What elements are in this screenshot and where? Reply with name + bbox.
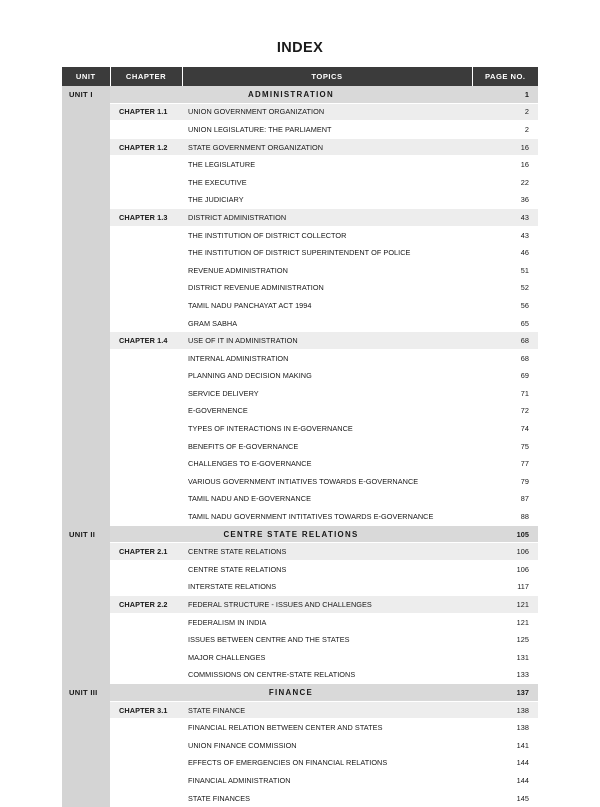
page-number: 121 (472, 596, 538, 614)
table-row (62, 543, 538, 561)
unit-spacer (62, 613, 110, 631)
unit-spacer (62, 209, 110, 227)
page-number: 68 (472, 332, 538, 350)
page-number: 88 (472, 508, 538, 526)
page-title: INDEX (276, 40, 324, 56)
topic-label: GRAM SABHA (182, 314, 472, 332)
table-row (62, 490, 538, 508)
topic-label: BENEFITS OF E-GOVERNANCE (182, 437, 472, 455)
page-number: 138 (472, 719, 538, 737)
unit-label: UNIT II (62, 525, 110, 543)
unit-spacer (62, 631, 110, 649)
unit-section-title: ADMINISTRATION (110, 86, 472, 103)
unit-spacer (62, 736, 110, 754)
chapter-label: CHAPTER 2.2 (110, 596, 182, 614)
chapter-spacer (110, 578, 182, 596)
chapter-spacer (110, 455, 182, 473)
chapter-spacer (110, 385, 182, 403)
table-row (62, 613, 538, 631)
page-number: 77 (472, 455, 538, 473)
unit-spacer (62, 578, 110, 596)
table-row (62, 121, 538, 139)
topic-label: THE JUDICIARY (182, 191, 472, 209)
topic-label: COMMISSIONS ON CENTRE-STATE RELATIONS (182, 666, 472, 684)
table-body (62, 86, 538, 807)
table-row (62, 701, 538, 719)
chapter-spacer (110, 631, 182, 649)
page-number: 56 (472, 297, 538, 315)
topic-label: REVENUE ADMINISTRATION (182, 261, 472, 279)
table-row (62, 367, 538, 385)
unit-spacer (62, 261, 110, 279)
table-row (62, 244, 538, 262)
table-row (62, 508, 538, 526)
chapter-topic-label: FEDERAL STRUCTURE - ISSUES AND CHALLENGES (182, 596, 472, 614)
table-header-row (62, 67, 538, 86)
unit-spacer (62, 455, 110, 473)
table-row (62, 191, 538, 209)
chapter-label: CHAPTER 1.2 (110, 138, 182, 156)
table-row (62, 209, 538, 227)
unit-spacer (62, 156, 110, 174)
column-header-page: PAGE NO. (472, 67, 538, 86)
chapter-spacer (110, 402, 182, 420)
chapter-spacer (110, 121, 182, 139)
topic-label: TAMIL NADU AND E-GOVERNANCE (182, 490, 472, 508)
chapter-label: CHAPTER 1.3 (110, 209, 182, 227)
chapter-topic-label: STATE GOVERNMENT ORGANIZATION (182, 138, 472, 156)
page-number: 74 (472, 420, 538, 438)
page-number: 133 (472, 666, 538, 684)
topic-label: FINANCIAL ADMINISTRATION (182, 772, 472, 790)
unit-spacer (62, 789, 110, 807)
chapter-spacer (110, 490, 182, 508)
topic-label: INTERNAL ADMINISTRATION (182, 349, 472, 367)
unit-spacer (62, 473, 110, 491)
table-row (62, 332, 538, 350)
table-row (62, 772, 538, 790)
chapter-spacer (110, 314, 182, 332)
chapter-spacer (110, 719, 182, 737)
chapter-spacer (110, 244, 182, 262)
topic-label: PLANNING AND DECISION MAKING (182, 367, 472, 385)
unit-spacer (62, 543, 110, 561)
table-row (62, 666, 538, 684)
topic-label: STATE FINANCES (182, 789, 472, 807)
table-row (62, 297, 538, 315)
chapter-spacer (110, 367, 182, 385)
unit-spacer (62, 279, 110, 297)
topic-label: TYPES OF INTERACTIONS IN E-GOVERNANCE (182, 420, 472, 438)
table-row (62, 596, 538, 614)
unit-spacer (62, 508, 110, 526)
column-header-topics: TOPICS (182, 67, 472, 86)
unit-section-title: FINANCE (110, 684, 472, 702)
topic-label: TAMIL NADU PANCHAYAT ACT 1994 (182, 297, 472, 315)
topic-label: THE EXECUTIVE (182, 173, 472, 191)
unit-spacer (62, 297, 110, 315)
topic-label: THE INSTITUTION OF DISTRICT COLLECTOR (182, 226, 472, 244)
chapter-topic-label: STATE FINANCE (182, 701, 472, 719)
chapter-spacer (110, 561, 182, 579)
table-row (62, 684, 538, 702)
unit-spacer (62, 138, 110, 156)
page-number: 16 (472, 138, 538, 156)
page-number: 106 (472, 543, 538, 561)
page-number: 52 (472, 279, 538, 297)
topic-label: ISSUES BETWEEN CENTRE AND THE STATES (182, 631, 472, 649)
topic-label: DISTRICT REVENUE ADMINISTRATION (182, 279, 472, 297)
chapter-spacer (110, 613, 182, 631)
page-number: 68 (472, 349, 538, 367)
page-number: 87 (472, 490, 538, 508)
unit-spacer (62, 244, 110, 262)
table-header (62, 67, 538, 86)
page-number: 1 (472, 86, 538, 103)
unit-spacer (62, 666, 110, 684)
page-number: 141 (472, 736, 538, 754)
unit-spacer (62, 420, 110, 438)
page-number: 105 (472, 525, 538, 543)
unit-spacer (62, 103, 110, 121)
unit-spacer (62, 701, 110, 719)
table-row (62, 455, 538, 473)
column-header-chapter: CHAPTER (110, 67, 182, 86)
topic-label: VARIOUS GOVERNMENT INTIATIVES TOWARDS E-GOVERNANCE (182, 473, 472, 491)
table-row (62, 420, 538, 438)
table-row (62, 138, 538, 156)
unit-section-title: CENTRE STATE RELATIONS (110, 525, 472, 543)
chapter-spacer (110, 156, 182, 174)
page-number: 71 (472, 385, 538, 403)
page-number: 125 (472, 631, 538, 649)
page-number: 69 (472, 367, 538, 385)
unit-spacer (62, 385, 110, 403)
page-number: 79 (472, 473, 538, 491)
page-number: 106 (472, 561, 538, 579)
topic-label: INTERSTATE RELATIONS (182, 578, 472, 596)
chapter-topic-label: UNION GOVERNMENT ORGANIZATION (182, 103, 472, 121)
chapter-spacer (110, 666, 182, 684)
table-row (62, 578, 538, 596)
chapter-label: CHAPTER 3.1 (110, 701, 182, 719)
page-number: 43 (472, 226, 538, 244)
topic-label: UNION FINANCE COMMISSION (182, 736, 472, 754)
unit-spacer (62, 437, 110, 455)
chapter-topic-label: DISTRICT ADMINISTRATION (182, 209, 472, 227)
table-row (62, 719, 538, 737)
unit-spacer (62, 490, 110, 508)
topic-label: THE INSTITUTION OF DISTRICT SUPERINTENDENT OF POLICE (182, 244, 472, 262)
unit-spacer (62, 754, 110, 772)
topic-label: THE LEGISLATURE (182, 156, 472, 174)
table-row (62, 173, 538, 191)
chapter-spacer (110, 226, 182, 244)
chapter-label: CHAPTER 1.1 (110, 103, 182, 121)
topic-label: FEDERALISM IN INDIA (182, 613, 472, 631)
table-row (62, 402, 538, 420)
table-row (62, 649, 538, 667)
unit-spacer (62, 191, 110, 209)
page-number: 131 (472, 649, 538, 667)
page-number: 2 (472, 121, 538, 139)
page-number: 145 (472, 789, 538, 807)
chapter-topic-label: USE OF IT IN ADMINISTRATION (182, 332, 472, 350)
page-number: 121 (472, 613, 538, 631)
table-row (62, 631, 538, 649)
unit-spacer (62, 314, 110, 332)
chapter-spacer (110, 349, 182, 367)
chapter-spacer (110, 508, 182, 526)
table-row (62, 349, 538, 367)
unit-spacer (62, 173, 110, 191)
table-row (62, 561, 538, 579)
page-number: 137 (472, 684, 538, 702)
unit-label: UNIT I (62, 86, 110, 103)
page-number: 144 (472, 754, 538, 772)
topic-label: CHALLENGES TO E-GOVERNANCE (182, 455, 472, 473)
column-header-unit: UNIT (62, 67, 110, 86)
table-row (62, 437, 538, 455)
topic-label: MAJOR CHALLENGES (182, 649, 472, 667)
topic-label: FINANCIAL RELATION BETWEEN CENTER AND STATES (182, 719, 472, 737)
table-row (62, 525, 538, 543)
page-number: 36 (472, 191, 538, 209)
page-number: 75 (472, 437, 538, 455)
unit-spacer (62, 719, 110, 737)
page-number: 43 (472, 209, 538, 227)
chapter-spacer (110, 279, 182, 297)
chapter-label: CHAPTER 2.1 (110, 543, 182, 561)
topic-label: EFFECTS OF EMERGENCIES ON FINANCIAL RELATIONS (182, 754, 472, 772)
topic-label: CENTRE STATE RELATIONS (182, 561, 472, 579)
table-row (62, 385, 538, 403)
topic-label: UNION LEGISLATURE: THE PARLIAMENT (182, 121, 472, 139)
table-row (62, 103, 538, 121)
chapter-spacer (110, 437, 182, 455)
unit-spacer (62, 402, 110, 420)
chapter-spacer (110, 420, 182, 438)
page-number: 16 (472, 156, 538, 174)
chapter-label: CHAPTER 1.4 (110, 332, 182, 350)
unit-spacer (62, 332, 110, 350)
page-number: 2 (472, 103, 538, 121)
page-number: 144 (472, 772, 538, 790)
chapter-spacer (110, 261, 182, 279)
page-number: 46 (472, 244, 538, 262)
chapter-spacer (110, 473, 182, 491)
index-table (62, 67, 538, 807)
chapter-spacer (110, 191, 182, 209)
unit-spacer (62, 561, 110, 579)
table-row (62, 261, 538, 279)
table-row (62, 279, 538, 297)
unit-spacer (62, 772, 110, 790)
unit-spacer (62, 367, 110, 385)
chapter-spacer (110, 736, 182, 754)
table-row (62, 314, 538, 332)
chapter-spacer (110, 789, 182, 807)
table-row (62, 754, 538, 772)
unit-spacer (62, 649, 110, 667)
chapter-topic-label: CENTRE STATE RELATIONS (182, 543, 472, 561)
table-row (62, 789, 538, 807)
unit-spacer (62, 596, 110, 614)
page-number: 65 (472, 314, 538, 332)
chapter-spacer (110, 772, 182, 790)
table-row (62, 226, 538, 244)
table-row (62, 86, 538, 103)
unit-spacer (62, 226, 110, 244)
topic-label: SERVICE DELIVERY (182, 385, 472, 403)
topic-label: TAMIL NADU GOVERNMENT INTITATIVES TOWARDS E-GOVERNANCE (182, 508, 472, 526)
topic-label: E-GOVERNENCE (182, 402, 472, 420)
table-row (62, 736, 538, 754)
chapter-spacer (110, 754, 182, 772)
unit-label: UNIT III (62, 684, 110, 702)
page-number: 72 (472, 402, 538, 420)
unit-spacer (62, 121, 110, 139)
chapter-spacer (110, 649, 182, 667)
page-number: 51 (472, 261, 538, 279)
page-number: 138 (472, 701, 538, 719)
chapter-spacer (110, 173, 182, 191)
page-number: 22 (472, 173, 538, 191)
page-number: 117 (472, 578, 538, 596)
table-row (62, 156, 538, 174)
table-row (62, 473, 538, 491)
chapter-spacer (110, 297, 182, 315)
unit-spacer (62, 349, 110, 367)
